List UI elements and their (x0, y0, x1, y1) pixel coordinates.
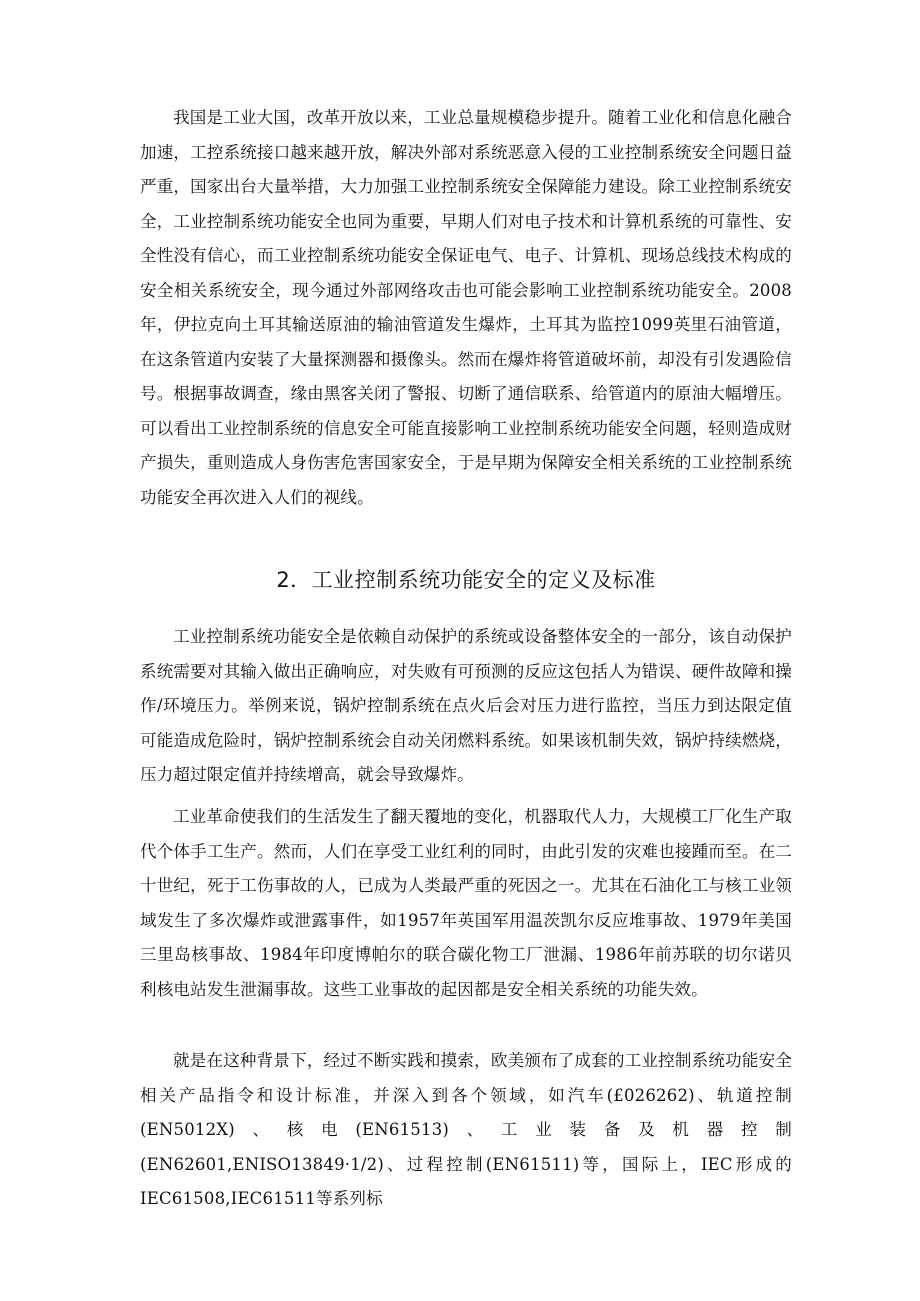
section-heading: 2．工业控制系统功能安全的定义及标准 (276, 568, 656, 592)
paragraph-definition: 工业控制系统功能安全是依赖自动保护的系统或设备整体安全的一部分，该自动保护系统需要对其输入做出正确响应，对失败有可预测的反应这包括人为错误、硬件故障和操作/环境压力。举例来说，锅炉控制系统在点火后会对压力进行监控，当压力到达限定值可能造成危险时，锅炉控制系统会自动关闭燃料系统。如果该机制失效，锅炉持续燃烧，压力超过限定值并持续增高，就会导致爆炸。 (140, 627, 792, 784)
paragraph-background: 我国是工业大国，改革开放以来，工业总量规模稳步提升。随着工业化和信息化融合加速，工控系统接口越来越开放，解决外部对系统恶意入侵的工业控制系统安全问题日益严重，国家出台大量举措，大力加强工业控制系统安全保障能力建设。除工业控制系统安全，工业控制系统功能安全也同为重要，早期人们对电子技术和计算机系统的可靠性、安全性没有信心，而工业控制系统功能安全保证电气、电子、计算机、现场总线技术构成的安全相关系统安全，现今通过外部网络攻击也可能会影响工业控制系统功能安全。2008年，伊拉克向土耳其输送原油的输油管道发生爆炸，土耳其为监控1099英里石油管道，在这条管道内安装了大量探测器和摄像头。然而在爆炸将管道破坏前，却没有引发遇险信号。根据事故调查，缘由黑客关闭了警报、切断了通信联系、给管道内的原油大幅增压。可以看出工业控制系统的信息安全可能直接影响工业控制系统功能安全问题，轻则造成财产损失，重则造成人身伤害危害国家安全，于是早期为保障安全相关系统的工业控制系统功能安全再次进入人们的视线。 (140, 108, 792, 507)
paragraph-standards: 就是在这种背景下，经过不断实践和摸索，欧美颁布了成套的工业控制系统功能安全相关产品指令和设计标准，并深入到各个领域，如汽车(£026262)、轨道控制(EN5012X)、核电(EN61513)、工业装备及机器控制(EN62601,ENISO13849·1/2)、过程控制(EN61511)等，国际上，IEC形成的IEC61508,IEC61511等系列标 (140, 1051, 792, 1208)
paragraph-history: 工业革命使我们的生活发生了翻天覆地的变化，机器取代人力，大规模工厂化生产取代个体手工生产。然而，人们在享受工业红利的同时，由此引发的灾难也接踵而至。在二十世纪，死于工伤事故的人，已成为人类最严重的死因之一。尤其在石油化工与核工业领域发生了多次爆炸或泄露事件，如1957年英国军用温茨凯尔反应堆事故、1979年美国三里岛核事故、1984年印度博帕尔的联合碳化物工厂泄漏、1986年前苏联的切尔诺贝利核电站发生泄漏事故。这些工业事故的起因都是安全相关系统的功能失效。 (140, 807, 792, 999)
